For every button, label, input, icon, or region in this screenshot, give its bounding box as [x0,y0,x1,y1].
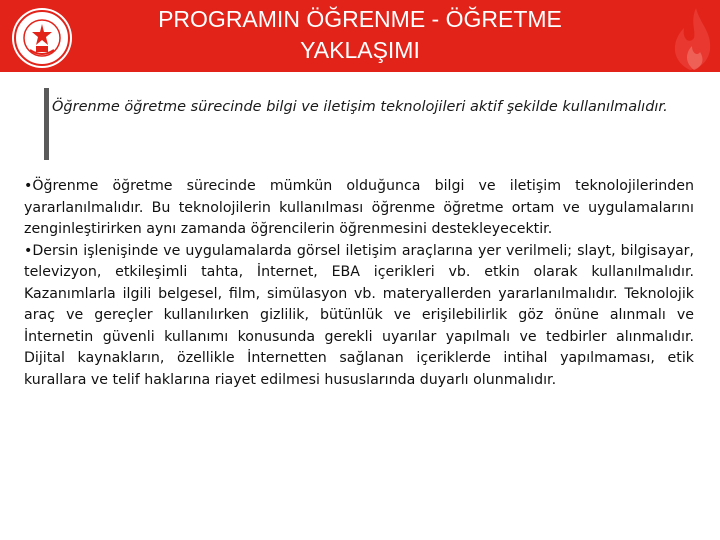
page-title: PROGRAMIN ÖĞRENME - ÖĞRETME YAKLAŞIMI [158,6,562,63]
ministry-emblem-icon [6,4,78,72]
header-banner [0,0,720,72]
flame-icon [650,0,720,72]
intro-statement: Öğrenme öğretme sürecinde bilgi ve iletişim teknolojileri aktif şekilde kullanılmalıdır. [52,99,668,115]
bullet-paragraph: •Dersin işlenişinde ve uygulamalarda görsel iletişim araçlarına yer verilmeli; slayt, bilgisayar, televizyon, etkileşimli tahta, İnternet, EBA içerikleri vb. etkin olarak kullanılmalıdır. Kazanımlarla ilgili belgesel, film, simülasyon vb. materyallerden yararlanılmalıdır. Teknolojik araç ve gereçler kullanılırken gizlilik, bütünlük ve erişilebilirlik göz önüne alınmalı ve İnternetin güvenli kullanımı konusunda gerekli uyarılar yapılmalı ve tedbirler alınmalıdır. Dijital kaynakların, özellikle İnternetten sağlanan içeriklerde intihal yapılmaması, etik kurallara ve telif haklarına riayet edilmesi hususlarında duyarlı olunmalıdır. [24,242,694,388]
bullet-paragraph: •Öğrenme öğretme sürecinde mümkün olduğunca bilgi ve iletişim teknolojilerinden yararlanılmalıdır. Bu teknolojilerin kullanılması öğrenme öğretme ortam ve uygulamalarını zenginleştirirken aynı zamanda öğrencilerin öğrenmesini destekleyecektir. [24,178,694,237]
quote-accent-bar [44,88,49,160]
body-content [24,176,694,391]
